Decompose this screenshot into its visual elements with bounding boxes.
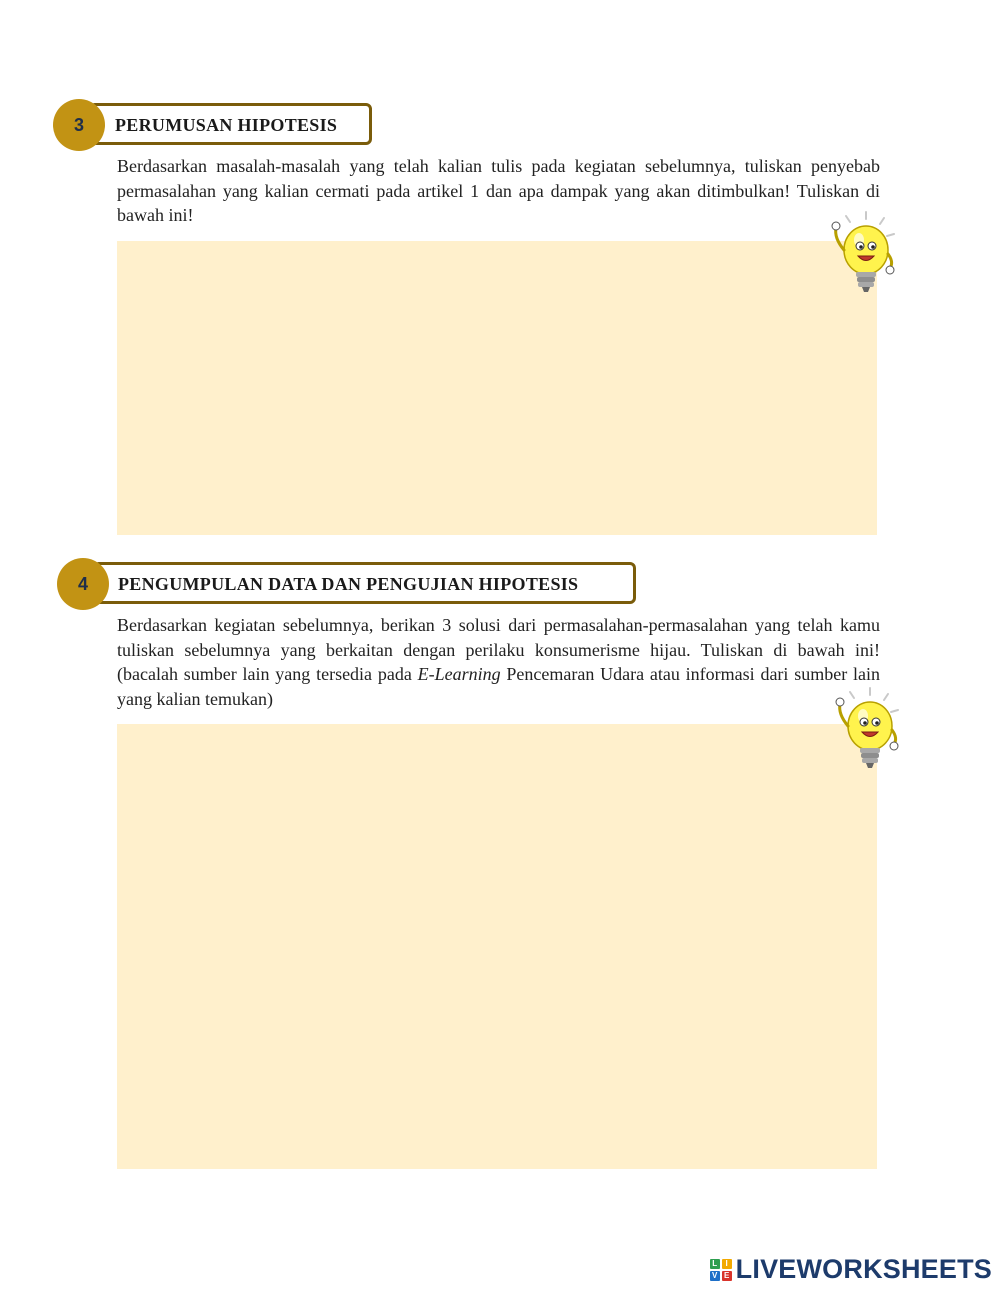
- liveworksheets-logo: [710, 1254, 992, 1285]
- logo-square-v: V: [710, 1271, 720, 1281]
- section-4-title: PENGUMPULAN DATA DAN PENGUJIAN HIPOTESIS: [118, 574, 579, 594]
- section-4-header: [57, 562, 647, 610]
- section-4-instruction-italic: E-Learning: [417, 664, 501, 684]
- section-4-instruction-part2: Pencemaran Udara atau informasi dari sumber lain yang kalian temukan): [117, 664, 880, 709]
- logo-square-i: I: [722, 1259, 732, 1269]
- logo-square-e: E: [722, 1271, 732, 1281]
- section-3-instruction: Berdasarkan masalah-masalah yang telah kalian tulis pada kegiatan sebelumnya, tuliskan penyebab permasalahan yang kalian cermati pada artikel 1 dan apa dampak yang akan ditimbulkan! Tuliskan di bawah ini!: [117, 156, 880, 225]
- logo-square-l: L: [710, 1259, 720, 1269]
- lightbulb-mascot-icon: [830, 686, 902, 776]
- section-3-title: PERUMUSAN HIPOTESIS: [115, 115, 338, 135]
- section-3-number-badge: 3: [53, 99, 105, 151]
- logo-squares-icon: [710, 1259, 732, 1281]
- section-3-header: [53, 103, 383, 151]
- section-3-answer-box[interactable]: [117, 241, 877, 535]
- section-4-answer-box[interactable]: [117, 724, 877, 1169]
- logo-text: LIVEWORKSHEETS: [735, 1254, 992, 1284]
- section-4-instruction: [117, 613, 880, 711]
- lightbulb-mascot-icon: [826, 210, 898, 300]
- section-4-instruction-part1: Berdasarkan kegiatan sebelumnya, berikan 3 solusi dari permasalahan-permasalahan yang telah kamu tuliskan sebelumnya yang berkaitan dengan perilaku konsumerisme hijau. Tuliskan di bawah ini! (bacalah sumber lain yang tersedia pada: [117, 615, 880, 684]
- section-4-number-badge: 4: [57, 558, 109, 610]
